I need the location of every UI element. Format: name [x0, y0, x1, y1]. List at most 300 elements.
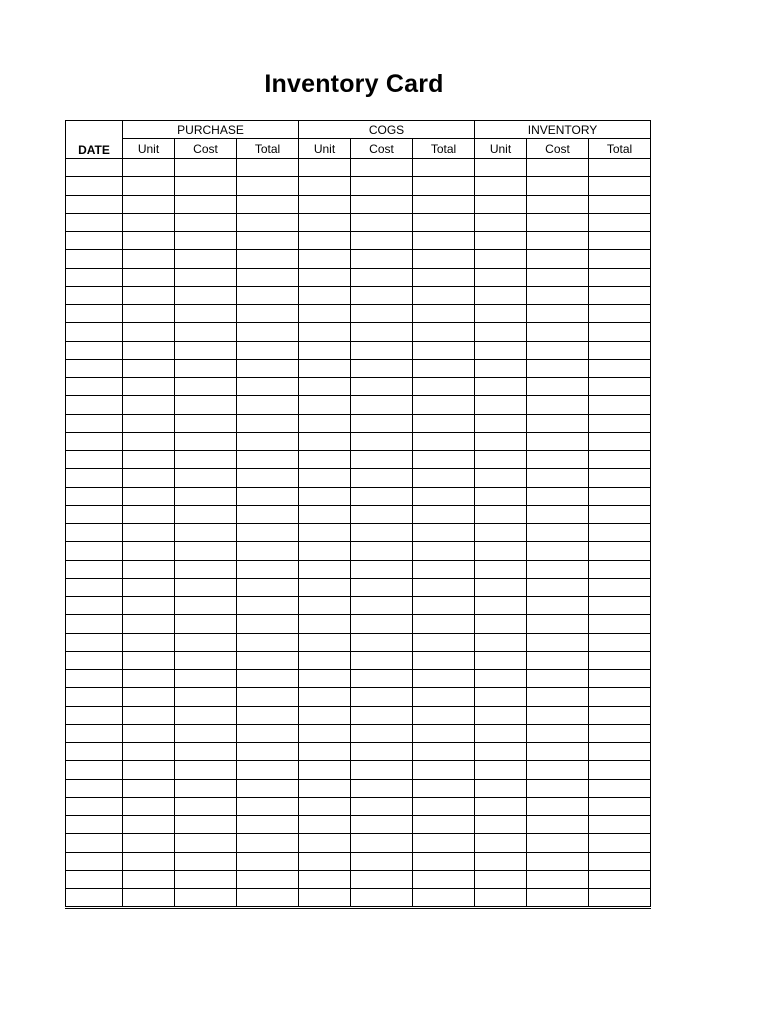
inventory-cost-cell [527, 889, 589, 908]
purchase-cost-cell [175, 341, 237, 359]
inventory-total-cell [589, 578, 651, 596]
purchase-unit-cell [123, 305, 175, 323]
table-row [66, 305, 651, 323]
cogs-cost-cell [351, 834, 413, 852]
cogs-unit-cell [299, 396, 351, 414]
cogs-total-cell [413, 670, 475, 688]
inventory-total-cell [589, 688, 651, 706]
cogs-cost-cell [351, 816, 413, 834]
cogs-total-cell [413, 305, 475, 323]
purchase-unit-cell [123, 341, 175, 359]
purchase-cost-cell [175, 177, 237, 195]
inventory-cost-cell [527, 578, 589, 596]
date-cell [66, 451, 123, 469]
inventory-unit-cell [475, 250, 527, 268]
date-cell [66, 232, 123, 250]
cogs-total-cell [413, 889, 475, 908]
cogs-total-cell [413, 451, 475, 469]
inventory-table [65, 120, 651, 909]
purchase-total-cell [237, 487, 299, 505]
inventory-total-cell [589, 761, 651, 779]
inventory-cost-cell [527, 560, 589, 578]
inventory-cost-cell [527, 177, 589, 195]
inventory-total-cell [589, 177, 651, 195]
date-cell [66, 250, 123, 268]
inventory-unit-cell [475, 834, 527, 852]
cogs-unit-cell [299, 323, 351, 341]
cogs-unit-cell [299, 432, 351, 450]
table-row [66, 651, 651, 669]
inventory-unit-cell [475, 305, 527, 323]
purchase-unit-cell [123, 195, 175, 213]
cogs-total-cell [413, 524, 475, 542]
purchase-cost-cell [175, 414, 237, 432]
inventory-unit-cell [475, 706, 527, 724]
cogs-total-cell [413, 852, 475, 870]
inventory-cost-cell [527, 524, 589, 542]
cogs-cost-header: Cost [351, 139, 413, 159]
cogs-total-cell [413, 870, 475, 888]
cogs-header: COGS [299, 121, 475, 139]
inventory-unit-cell [475, 560, 527, 578]
purchase-cost-cell [175, 597, 237, 615]
date-cell [66, 542, 123, 560]
cogs-cost-cell [351, 487, 413, 505]
cogs-unit-cell [299, 213, 351, 231]
purchase-cost-cell [175, 706, 237, 724]
purchase-total-cell [237, 889, 299, 908]
inventory-cost-cell [527, 597, 589, 615]
cogs-cost-cell [351, 250, 413, 268]
purchase-cost-cell [175, 615, 237, 633]
purchase-total-cell [237, 651, 299, 669]
purchase-total-cell [237, 706, 299, 724]
purchase-cost-cell [175, 359, 237, 377]
inventory-cost-cell [527, 213, 589, 231]
inventory-total-cell [589, 633, 651, 651]
purchase-total-cell [237, 524, 299, 542]
cogs-unit-cell [299, 487, 351, 505]
inventory-unit-cell [475, 651, 527, 669]
table-row [66, 396, 651, 414]
purchase-unit-cell [123, 889, 175, 908]
cogs-unit-cell [299, 597, 351, 615]
sub-header-row [66, 139, 651, 159]
table-row [66, 761, 651, 779]
inventory-unit-cell [475, 779, 527, 797]
purchase-total-cell [237, 688, 299, 706]
table-row [66, 469, 651, 487]
cogs-unit-cell [299, 670, 351, 688]
purchase-cost-cell [175, 159, 237, 177]
cogs-cost-cell [351, 670, 413, 688]
table-row [66, 177, 651, 195]
purchase-unit-cell [123, 870, 175, 888]
cogs-cost-cell [351, 524, 413, 542]
purchase-cost-cell [175, 286, 237, 304]
inventory-total-cell [589, 724, 651, 742]
cogs-total-cell [413, 724, 475, 742]
date-cell [66, 834, 123, 852]
purchase-total-cell [237, 633, 299, 651]
inventory-cost-cell [527, 852, 589, 870]
table-row [66, 359, 651, 377]
table-row [66, 797, 651, 815]
date-cell [66, 213, 123, 231]
cogs-unit-cell [299, 232, 351, 250]
purchase-total-cell [237, 743, 299, 761]
inventory-cost-cell [527, 651, 589, 669]
cogs-unit-cell [299, 779, 351, 797]
purchase-unit-cell [123, 323, 175, 341]
cogs-total-cell [413, 432, 475, 450]
date-cell [66, 816, 123, 834]
cogs-unit-cell [299, 578, 351, 596]
purchase-cost-cell [175, 560, 237, 578]
inventory-total-cell [589, 213, 651, 231]
purchase-total-cell [237, 177, 299, 195]
purchase-total-cell [237, 597, 299, 615]
cogs-unit-cell [299, 177, 351, 195]
inventory-unit-cell [475, 615, 527, 633]
inventory-total-cell [589, 560, 651, 578]
purchase-total-header: Total [237, 139, 299, 159]
cogs-total-cell [413, 797, 475, 815]
purchase-cost-cell [175, 797, 237, 815]
table-row [66, 232, 651, 250]
purchase-cost-cell [175, 889, 237, 908]
cogs-cost-cell [351, 542, 413, 560]
inventory-cost-cell [527, 487, 589, 505]
cogs-unit-cell [299, 469, 351, 487]
date-cell [66, 414, 123, 432]
inventory-cost-cell [527, 396, 589, 414]
purchase-cost-cell [175, 432, 237, 450]
inventory-total-cell [589, 870, 651, 888]
cogs-unit-cell [299, 743, 351, 761]
purchase-unit-cell [123, 396, 175, 414]
table-row [66, 724, 651, 742]
purchase-unit-header: Unit [123, 139, 175, 159]
inventory-cost-cell [527, 688, 589, 706]
date-cell [66, 797, 123, 815]
inventory-unit-cell [475, 542, 527, 560]
date-cell [66, 177, 123, 195]
purchase-total-cell [237, 779, 299, 797]
date-cell [66, 889, 123, 908]
purchase-total-cell [237, 341, 299, 359]
table-row [66, 706, 651, 724]
purchase-cost-cell [175, 232, 237, 250]
cogs-unit-cell [299, 797, 351, 815]
purchase-unit-cell [123, 505, 175, 523]
cogs-cost-cell [351, 396, 413, 414]
cogs-total-cell [413, 578, 475, 596]
inventory-cost-cell [527, 816, 589, 834]
inventory-total-cell [589, 232, 651, 250]
cogs-cost-cell [351, 159, 413, 177]
cogs-total-cell [413, 651, 475, 669]
cogs-unit-cell [299, 834, 351, 852]
cogs-total-cell [413, 195, 475, 213]
purchase-total-cell [237, 451, 299, 469]
inventory-cost-cell [527, 743, 589, 761]
cogs-cost-cell [351, 305, 413, 323]
date-cell [66, 688, 123, 706]
purchase-unit-cell [123, 250, 175, 268]
cogs-total-cell [413, 542, 475, 560]
purchase-cost-cell [175, 378, 237, 396]
date-cell [66, 305, 123, 323]
cogs-unit-cell [299, 706, 351, 724]
inventory-unit-cell [475, 505, 527, 523]
cogs-total-cell [413, 232, 475, 250]
inventory-unit-cell [475, 761, 527, 779]
cogs-unit-cell [299, 250, 351, 268]
purchase-unit-cell [123, 761, 175, 779]
inventory-header: INVENTORY [475, 121, 651, 139]
inventory-total-cell [589, 323, 651, 341]
purchase-unit-cell [123, 487, 175, 505]
purchase-unit-cell [123, 524, 175, 542]
inventory-total-cell [589, 159, 651, 177]
table-row [66, 213, 651, 231]
cogs-total-cell [413, 816, 475, 834]
cogs-total-cell [413, 597, 475, 615]
purchase-header: PURCHASE [123, 121, 299, 139]
cogs-cost-cell [351, 341, 413, 359]
inventory-unit-cell [475, 724, 527, 742]
cogs-total-cell [413, 761, 475, 779]
purchase-unit-cell [123, 542, 175, 560]
date-cell [66, 597, 123, 615]
inventory-cost-cell [527, 414, 589, 432]
purchase-total-cell [237, 414, 299, 432]
inventory-unit-cell [475, 816, 527, 834]
inventory-unit-cell [475, 797, 527, 815]
purchase-cost-cell [175, 651, 237, 669]
inventory-cost-cell [527, 761, 589, 779]
purchase-unit-cell [123, 633, 175, 651]
inventory-cost-cell [527, 341, 589, 359]
inventory-total-cell [589, 706, 651, 724]
table-row [66, 870, 651, 888]
purchase-total-cell [237, 323, 299, 341]
purchase-unit-cell [123, 834, 175, 852]
cogs-cost-cell [351, 870, 413, 888]
inventory-total-cell [589, 670, 651, 688]
inventory-total-cell [589, 524, 651, 542]
purchase-cost-cell [175, 524, 237, 542]
purchase-unit-cell [123, 615, 175, 633]
cogs-cost-cell [351, 597, 413, 615]
cogs-total-cell [413, 286, 475, 304]
inventory-total-cell [589, 195, 651, 213]
inventory-total-cell [589, 834, 651, 852]
purchase-unit-cell [123, 743, 175, 761]
inventory-unit-cell [475, 195, 527, 213]
inventory-cost-cell [527, 451, 589, 469]
inventory-unit-cell [475, 870, 527, 888]
purchase-unit-cell [123, 232, 175, 250]
cogs-total-cell [413, 159, 475, 177]
date-cell [66, 432, 123, 450]
purchase-unit-cell [123, 378, 175, 396]
cogs-cost-cell [351, 761, 413, 779]
cogs-unit-cell [299, 286, 351, 304]
purchase-cost-cell [175, 305, 237, 323]
inventory-total-cell [589, 359, 651, 377]
cogs-total-cell [413, 779, 475, 797]
table-row [66, 670, 651, 688]
table-row [66, 743, 651, 761]
inventory-total-cell [589, 597, 651, 615]
cogs-unit-cell [299, 761, 351, 779]
purchase-cost-cell [175, 323, 237, 341]
table-row [66, 268, 651, 286]
inventory-cost-cell [527, 505, 589, 523]
table-row [66, 834, 651, 852]
inventory-total-cell [589, 341, 651, 359]
cogs-total-cell [413, 213, 475, 231]
inventory-total-cell [589, 469, 651, 487]
cogs-total-cell [413, 177, 475, 195]
cogs-cost-cell [351, 852, 413, 870]
inventory-cost-cell [527, 323, 589, 341]
purchase-cost-cell [175, 250, 237, 268]
cogs-cost-cell [351, 451, 413, 469]
cogs-total-cell [413, 396, 475, 414]
inventory-total-cell [589, 852, 651, 870]
table-row [66, 505, 651, 523]
cogs-unit-cell [299, 195, 351, 213]
inventory-total-cell [589, 250, 651, 268]
cogs-unit-cell [299, 268, 351, 286]
table-row [66, 286, 651, 304]
cogs-total-cell [413, 250, 475, 268]
cogs-cost-cell [351, 432, 413, 450]
inventory-cost-cell [527, 633, 589, 651]
purchase-cost-cell [175, 633, 237, 651]
date-cell [66, 323, 123, 341]
date-cell [66, 670, 123, 688]
cogs-unit-cell [299, 305, 351, 323]
inventory-cost-cell [527, 469, 589, 487]
table-row [66, 542, 651, 560]
cogs-cost-cell [351, 505, 413, 523]
inventory-total-cell [589, 615, 651, 633]
inventory-unit-cell [475, 414, 527, 432]
inventory-total-cell [589, 487, 651, 505]
purchase-total-cell [237, 159, 299, 177]
cogs-cost-cell [351, 268, 413, 286]
cogs-unit-cell [299, 414, 351, 432]
inventory-unit-cell [475, 852, 527, 870]
cogs-cost-cell [351, 195, 413, 213]
date-cell [66, 286, 123, 304]
inventory-cost-cell [527, 706, 589, 724]
purchase-unit-cell [123, 268, 175, 286]
inventory-unit-cell [475, 451, 527, 469]
purchase-unit-cell [123, 286, 175, 304]
inventory-total-cell [589, 378, 651, 396]
cogs-cost-cell [351, 286, 413, 304]
purchase-unit-cell [123, 359, 175, 377]
date-cell [66, 341, 123, 359]
cogs-total-cell [413, 560, 475, 578]
purchase-unit-cell [123, 651, 175, 669]
cogs-cost-cell [351, 323, 413, 341]
purchase-cost-cell [175, 743, 237, 761]
purchase-unit-cell [123, 560, 175, 578]
purchase-cost-cell [175, 852, 237, 870]
inventory-total-cell [589, 432, 651, 450]
inventory-total-header: Total [589, 139, 651, 159]
purchase-unit-cell [123, 159, 175, 177]
cogs-cost-cell [351, 651, 413, 669]
cogs-cost-cell [351, 359, 413, 377]
inventory-unit-cell [475, 688, 527, 706]
purchase-total-cell [237, 469, 299, 487]
inventory-unit-cell [475, 159, 527, 177]
inventory-total-cell [589, 816, 651, 834]
cogs-total-cell [413, 323, 475, 341]
inventory-unit-cell [475, 487, 527, 505]
cogs-total-cell [413, 378, 475, 396]
purchase-cost-cell [175, 688, 237, 706]
purchase-cost-cell [175, 779, 237, 797]
date-cell [66, 195, 123, 213]
purchase-cost-cell [175, 761, 237, 779]
date-cell [66, 615, 123, 633]
date-cell [66, 761, 123, 779]
inventory-total-cell [589, 451, 651, 469]
cogs-cost-cell [351, 706, 413, 724]
table-row [66, 816, 651, 834]
inventory-cost-cell [527, 797, 589, 815]
purchase-total-cell [237, 542, 299, 560]
inventory-unit-cell [475, 633, 527, 651]
purchase-total-cell [237, 834, 299, 852]
inventory-total-cell [589, 268, 651, 286]
cogs-cost-cell [351, 213, 413, 231]
cogs-unit-cell [299, 359, 351, 377]
purchase-total-cell [237, 396, 299, 414]
purchase-total-cell [237, 615, 299, 633]
purchase-total-cell [237, 797, 299, 815]
purchase-unit-cell [123, 578, 175, 596]
inventory-total-cell [589, 542, 651, 560]
inventory-cost-cell [527, 378, 589, 396]
purchase-total-cell [237, 268, 299, 286]
purchase-total-cell [237, 432, 299, 450]
date-cell [66, 651, 123, 669]
inventory-total-cell [589, 305, 651, 323]
inventory-total-cell [589, 651, 651, 669]
inventory-cost-cell [527, 615, 589, 633]
purchase-cost-cell [175, 213, 237, 231]
cogs-unit-cell [299, 505, 351, 523]
date-cell [66, 487, 123, 505]
cogs-cost-cell [351, 469, 413, 487]
cogs-unit-cell [299, 852, 351, 870]
table-row [66, 889, 651, 908]
cogs-cost-cell [351, 378, 413, 396]
date-cell [66, 724, 123, 742]
purchase-unit-cell [123, 797, 175, 815]
table-row [66, 159, 651, 177]
purchase-unit-cell [123, 177, 175, 195]
